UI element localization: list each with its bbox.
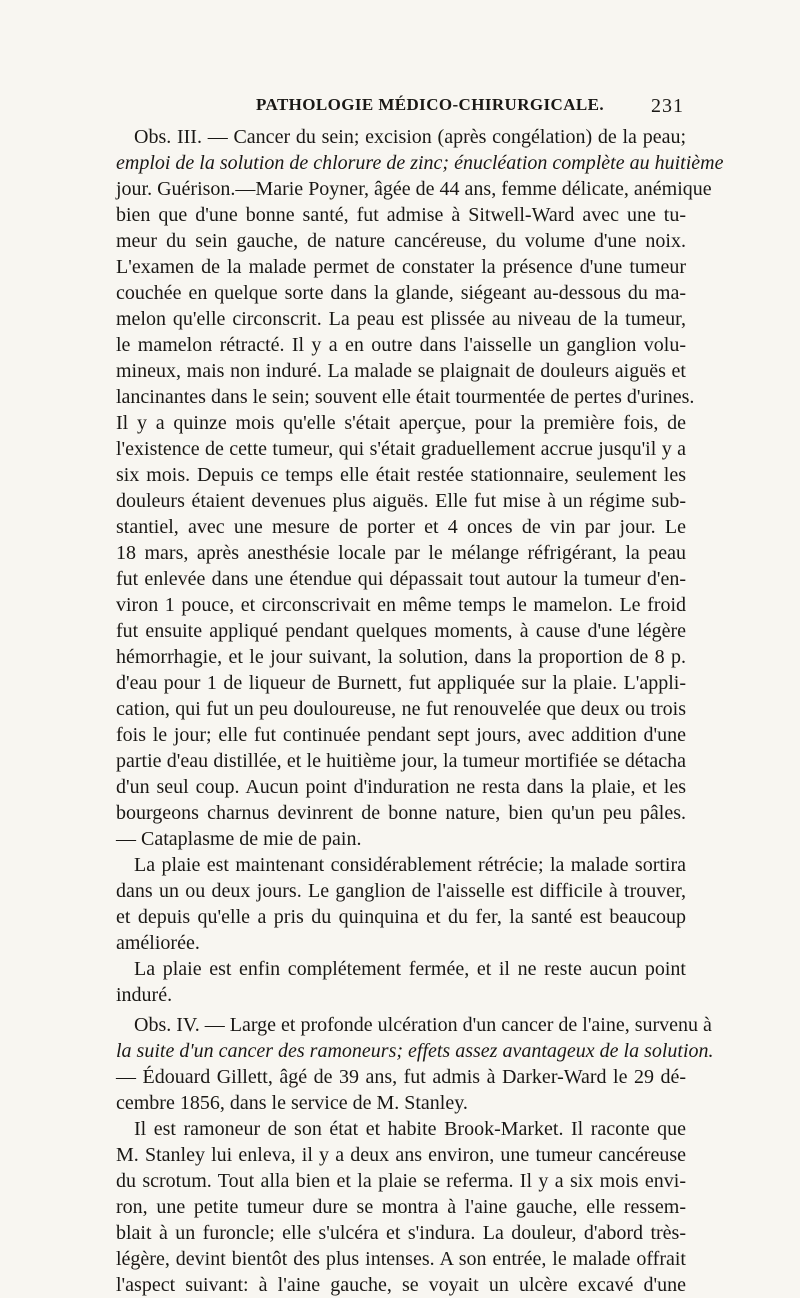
text-line: hémorrhagie, et le jour suivant, la solution, dans la proportion de 8 p. (116, 646, 686, 668)
text-line: ron, une petite tumeur dure se montra à l'aine gauche, elle ressem- (116, 1196, 686, 1218)
observation-3 (116, 124, 724, 1008)
text-line: Il est ramoneur de son état et habite Brook-Market. Il raconte que (134, 1118, 686, 1140)
text-line: bourgeons charnus devinrent de bonne nature, bien qu'un peu pâles. (116, 802, 686, 824)
text-line: emploi de la solution de chlorure de zinc; énucléation complète au huitième (116, 152, 724, 174)
text-line: bien que d'une bonne santé, fut admise à Sitwell-Ward avec une tu- (116, 204, 686, 226)
page-number: 231 (651, 95, 684, 117)
observation-4 (116, 1012, 714, 1298)
running-title: PATHOLOGIE MÉDICO-CHIRURGICALE. (256, 95, 605, 114)
text-line: induré. (116, 984, 173, 1006)
text-line: 18 mars, après anesthésie locale par le mélange réfrigérant, la peau (116, 542, 686, 564)
text-line: le mamelon rétracté. Il y a en outre dans l'aisselle un ganglion volu- (116, 334, 686, 356)
text-line: melon qu'elle circonscrit. La peau est plissée au niveau de la tumeur, (116, 308, 686, 330)
text-line: l'aspect suivant: à l'aine gauche, se voyait un ulcère excavé d'une (116, 1274, 686, 1296)
text-line: La plaie est maintenant considérablement rétrécie; la malade sortira (134, 854, 686, 876)
text-line: L'examen de la malade permet de constater la présence d'une tumeur (116, 256, 686, 278)
text-line: cation, qui fut un peu douloureuse, ne fut renouvelée que deux ou trois (116, 698, 686, 720)
page-header (116, 95, 684, 119)
text-line: — Édouard Gillett, âgé de 39 ans, fut admis à Darker-Ward le 29 dé- (116, 1066, 686, 1088)
text-line: l'existence de cette tumeur, qui s'était graduellement accrue jusqu'il y a (116, 438, 686, 460)
text-line: améliorée. (116, 932, 200, 954)
text-line: jour. Guérison.—Marie Poyner, âgée de 44 ans, femme délicate, anémique (116, 178, 712, 200)
text-line: couchée en quelque sorte dans la glande, siégeant au-dessous du ma- (116, 282, 686, 304)
text-line: fois le jour; elle fut continuée pendant sept jours, avec addition d'une (116, 724, 686, 746)
text-line: et depuis qu'elle a pris du quinquina et du fer, la santé est beaucoup (116, 906, 686, 928)
text-line: Obs. IV. — Large et profonde ulcération d'un cancer de l'aine, survenu à (134, 1014, 712, 1036)
text-line: du scrotum. Tout alla bien et la plaie se referma. Il y a six mois envi- (116, 1170, 686, 1192)
text-line: fut enlevée dans une étendue qui dépassait tout autour la tumeur d'en- (116, 568, 686, 590)
text-line: partie d'eau distillée, et le huitième jour, la tumeur mortifiée se détacha (116, 750, 686, 772)
text-line: d'eau pour 1 de liqueur de Burnett, fut appliquée sur la plaie. L'appli- (116, 672, 686, 694)
body-text (116, 124, 724, 1298)
text-line: douleurs étaient devenues plus aiguës. Elle fut mise à un régime sub- (116, 490, 686, 512)
text-line: La plaie est enfin complétement fermée, et il ne reste aucun point (134, 958, 686, 980)
text-line: dans un ou deux jours. Le ganglion de l'aisselle est difficile à trouver, (116, 880, 686, 902)
text-line: blait à un furoncle; elle s'ulcéra et s'indura. La douleur, d'abord très- (116, 1222, 686, 1244)
text-line: lancinantes dans le sein; souvent elle était tourmentée de pertes d'urines. (116, 386, 695, 408)
text-line: stantiel, avec une mesure de porter et 4 onces de vin par jour. Le (116, 516, 686, 538)
text-line: légère, devint bientôt des plus intenses. A son entrée, le malade offrait (116, 1248, 686, 1270)
text-line: mineux, mais non induré. La malade se plaignait de douleurs aiguës et (116, 360, 686, 382)
text-line: M. Stanley lui enleva, il y a deux ans environ, une tumeur cancéreuse (116, 1144, 686, 1166)
text-line: six mois. Depuis ce temps elle était restée stationnaire, seulement les (116, 464, 686, 486)
text-line: Obs. III. — Cancer du sein; excision (après congélation) de la peau; (134, 126, 686, 148)
text-line: fut ensuite appliqué pendant quelques moments, à cause d'une légère (116, 620, 686, 642)
text-line: la suite d'un cancer des ramoneurs; effets assez avantageux de la solution. (116, 1040, 714, 1062)
text-line: meur du sein gauche, de nature cancéreuse, du volume d'une noix. (116, 230, 686, 252)
text-line: — Cataplasme de mie de pain. (116, 828, 362, 850)
text-line: cembre 1856, dans le service de M. Stanley. (116, 1092, 468, 1114)
text-line: viron 1 pouce, et circonscrivait en même temps le mamelon. Le froid (116, 594, 686, 616)
text-line: Il y a quinze mois qu'elle s'était aperçue, pour la première fois, de (116, 412, 686, 434)
text-line: d'un seul coup. Aucun point d'induration ne resta dans la plaie, et les (116, 776, 686, 798)
